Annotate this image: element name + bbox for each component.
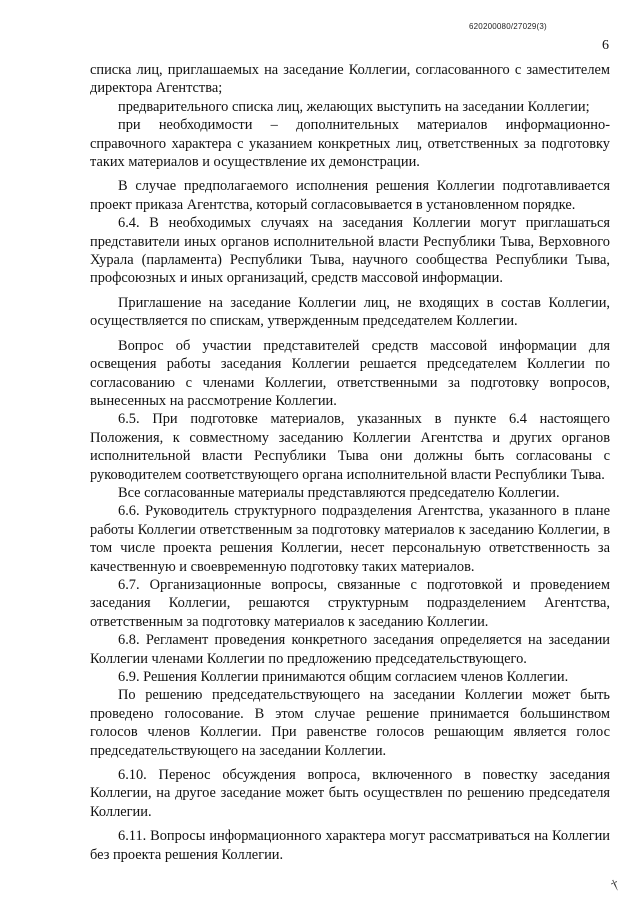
paragraph-6-9: 6.9. Решения Коллегии принимаются общим согласием членов Коллегии. [118,669,569,685]
document-body [90,61,610,864]
paragraph-voting: По решению председательствующего на заседании Коллегии может быть проведено голосование. В этом случае решение принимается большинством голосов членов Коллегии. При равенстве голосов решающим является голос председательствующего на заседании Коллегии. [90,687,610,759]
paragraph-media: Вопрос об участии представителей средств массовой информации для освещения работы заседания Коллегии решается председателем Коллегии по согласованию с членами Коллегии, ответственными за подготовку вопросов, вынесенных на рассмотрение Коллегии. [90,337,610,409]
paragraph-agreed-materials: Все согласованные материалы представляются председателю Коллегии. [118,484,560,501]
paragraph-6-10: 6.10. Перенос обсуждения вопроса, включенного в повестку заседания Коллегии, на другое заседание может быть осуществлен по решению председателя Коллегии. [90,767,610,820]
paragraph-draft-order: В случае предполагаемого исполнения решения Коллегии подготавливается проект приказа Агентства, который согласовывается в установленном порядке. [90,178,610,213]
paragraph-6-6: 6.6. Руководитель структурного подразделения Агентства, указанного в плане работы Коллегии ответственным за подготовку материалов к заседанию Коллегии, в том числе проекта решения Коллегии, несет персональную ответственность за качественную и своевременную подготовку таких материалов. [90,503,610,575]
paragraph-list-invitees: списка лиц, приглашаемых на заседание Коллегии, согласованного с заместителем директора Агентства; [90,62,610,97]
paragraph-additional-materials: при необходимости – дополнительных материалов информационно-справочного характера с указанием конкретных лиц, ответственных за подготовку таких материалов и осуществление их демонстрации. [90,117,610,171]
paragraph-6-5: 6.5. При подготовке материалов, указанных в пункте 6.4 настоящего Положения, к совместному заседанию Коллегии Агентства и других органов исполнительной власти Республики Тыва они должны быть согласованы с руководителем соответствующего органа исполнительной власти Республики Тыва. [90,411,610,483]
paragraph-6-11: 6.11. Вопросы информационного характера могут рассматриваться на Коллегии без проекта решения Коллегии. [90,828,610,863]
paragraph-6-7: 6.7. Организационные вопросы, связанные с подготовкой и проведением заседания Коллегии, решаются структурным подразделением Агентства, ответственным за подготовку материалов к заседанию Коллегии. [90,576,610,630]
paragraph-list-speakers: предварительного списка лиц, желающих выступить на заседании Коллегии; [118,98,590,115]
handwritten-corner-mark: † [608,877,622,894]
paragraph-6-4: 6.4. В необходимых случаях на заседания Коллегии могут приглашаться представители иных органов исполнительной власти Республики Тыва, Верховного Хурала (парламента) Республики Тыва, научного сообщества Республики Тыва, профсоюзных и иных организаций, средств массовой информации. [90,215,610,287]
document-id: 620200080/27029(3) [469,22,547,31]
page-number: 6 [602,38,609,53]
paragraph-6-8: 6.8. Регламент проведения конкретного заседания определяется на заседании Коллегии членами Коллегии по предложению председательствующего. [90,632,610,667]
paragraph-invitation: Приглашение на заседание Коллегии лиц, не входящих в состав Коллегии, осуществляется по спискам, утвержденным председателем Коллегии. [90,294,610,330]
